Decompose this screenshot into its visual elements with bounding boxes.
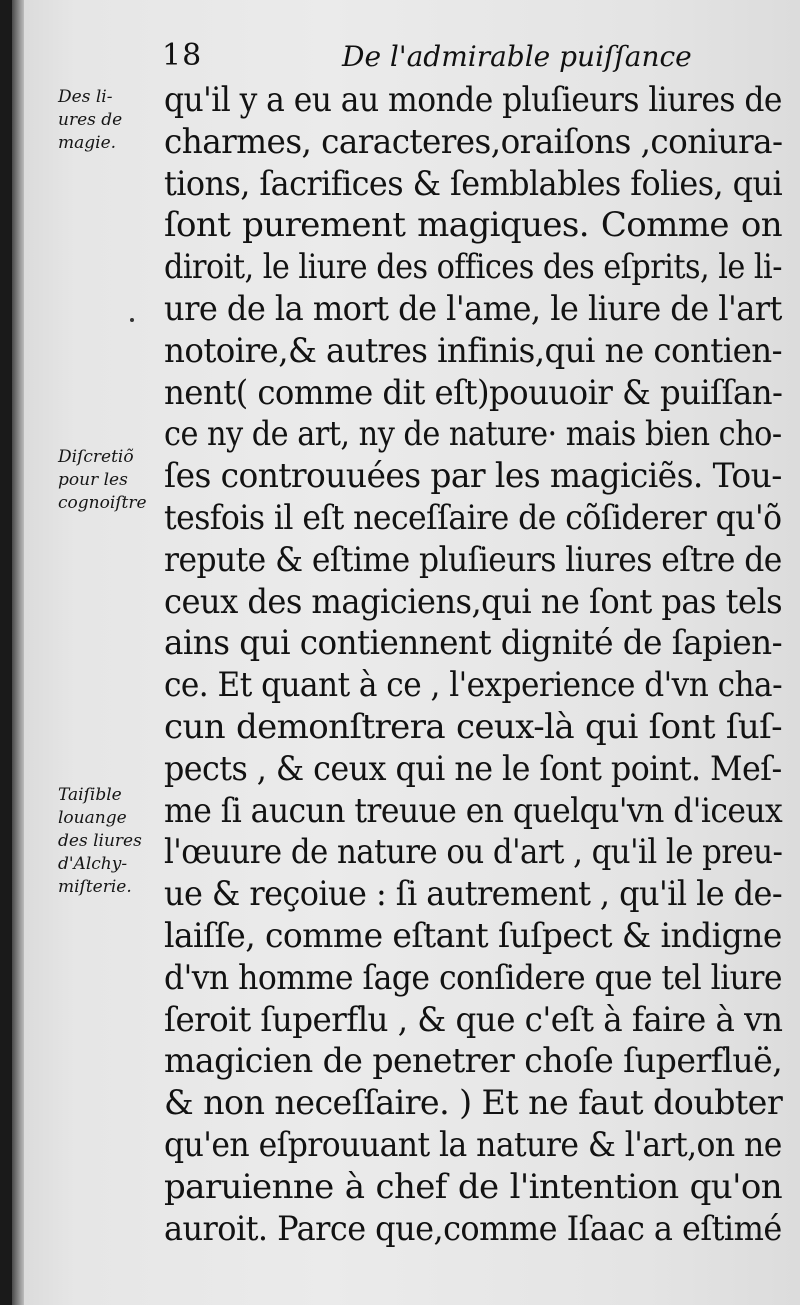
text-line: nent( comme dit eſt)pouuoir & puiſſan-: [164, 372, 783, 413]
marginal-line: d'Alchy-: [58, 854, 128, 874]
text-line: ſont purement magiques. Comme on: [164, 205, 782, 246]
text-line: diroit, le liure des offices des eſprits, le li-: [164, 247, 782, 288]
text-line: l'œuure de nature ou d'art , qu'il le preu-: [164, 832, 783, 873]
text-line: me ſi aucun treuue en quelqu'vn d'iceux: [164, 790, 783, 831]
marginal-line: cognoiſtre: [58, 493, 147, 513]
text-line: magicien de penetrer choſe ſuperfluë,: [164, 1041, 783, 1082]
text-line: tions, ſacrifices & ſemblables folies, qui: [164, 163, 783, 204]
text-line: ceux des magiciens,qui ne ſont pas tels: [164, 581, 783, 622]
marginal-line: miſterie.: [58, 877, 132, 897]
text-line: pects , & ceux qui ne le ſont point. Meſ-: [164, 748, 782, 789]
running-head: [162, 38, 692, 78]
text-line: repute & eſtime pluſieurs liures eſtre de: [164, 539, 782, 580]
text-line: cun demonſtrera ceux-là qui ſont ſuſ-: [164, 706, 782, 747]
text-line: d'vn homme ſage conſidere que tel liure: [164, 957, 782, 998]
marginal-line: Des li-: [58, 87, 113, 107]
text-line: qu'il y a eu au monde pluſieurs liures de: [164, 80, 782, 120]
text-line: notoire,& autres infinis,qui ne contien-: [164, 330, 782, 371]
text-line: tesfois il eſt neceſſaire de cõſiderer qu'õ: [164, 497, 782, 538]
text-line: ſes controuuées par les magiciẽs. Tou-: [164, 456, 782, 497]
running-title: De l'admirable puiſſance: [342, 40, 692, 73]
marginal-line: Diſcretiõ: [58, 447, 134, 467]
text-line: qu'en eſprouuant la nature & l'art,on ne: [164, 1124, 782, 1165]
marginal-line: magie.: [58, 133, 117, 153]
text-line: & non neceſſaire. ) Et ne faut doubter: [164, 1083, 783, 1124]
marginal-note-alchemy: [58, 784, 168, 899]
ink-speck: [130, 318, 134, 322]
text-line: ains qui contiennent dignité de ſapien-: [164, 623, 783, 664]
marginal-line: des liures: [58, 831, 142, 851]
text-line: ce ny de art, ny de nature· mais bien cho-: [164, 414, 782, 455]
text-line: ue & reçoiue : ſi autrement , qu'il le de-: [164, 874, 783, 915]
text-line: laiſſe, comme eſtant ſuſpect & indigne: [164, 915, 782, 956]
gutter-shadow: [12, 0, 24, 1305]
marginal-note-discretion: [58, 446, 168, 515]
page-number: 18: [162, 38, 203, 73]
text-line: ure de la mort de l'ame, le liure de l'art: [164, 288, 782, 329]
marginal-line: louange: [58, 808, 127, 828]
marginal-note-magic-books: [58, 86, 168, 155]
text-line: charmes, caracteres,oraiſons ,coniura-: [164, 121, 783, 162]
text-line: ſeroit ſuperflu , & que c'eſt à faire à vn: [164, 999, 783, 1040]
text-line: ce. Et quant à ce , l'experience d'vn cha-: [164, 665, 783, 706]
book-page: [12, 0, 800, 1305]
body-text: [164, 80, 800, 1250]
marginal-line: ures de: [58, 110, 123, 130]
marginal-line: pour les: [58, 470, 128, 490]
text-line: auroit. Parce que,comme Iſaac a eſtimé: [164, 1208, 782, 1249]
marginal-line: Taiſible: [58, 785, 122, 805]
text-line: paruienne à chef de l'intention qu'on: [164, 1166, 782, 1207]
